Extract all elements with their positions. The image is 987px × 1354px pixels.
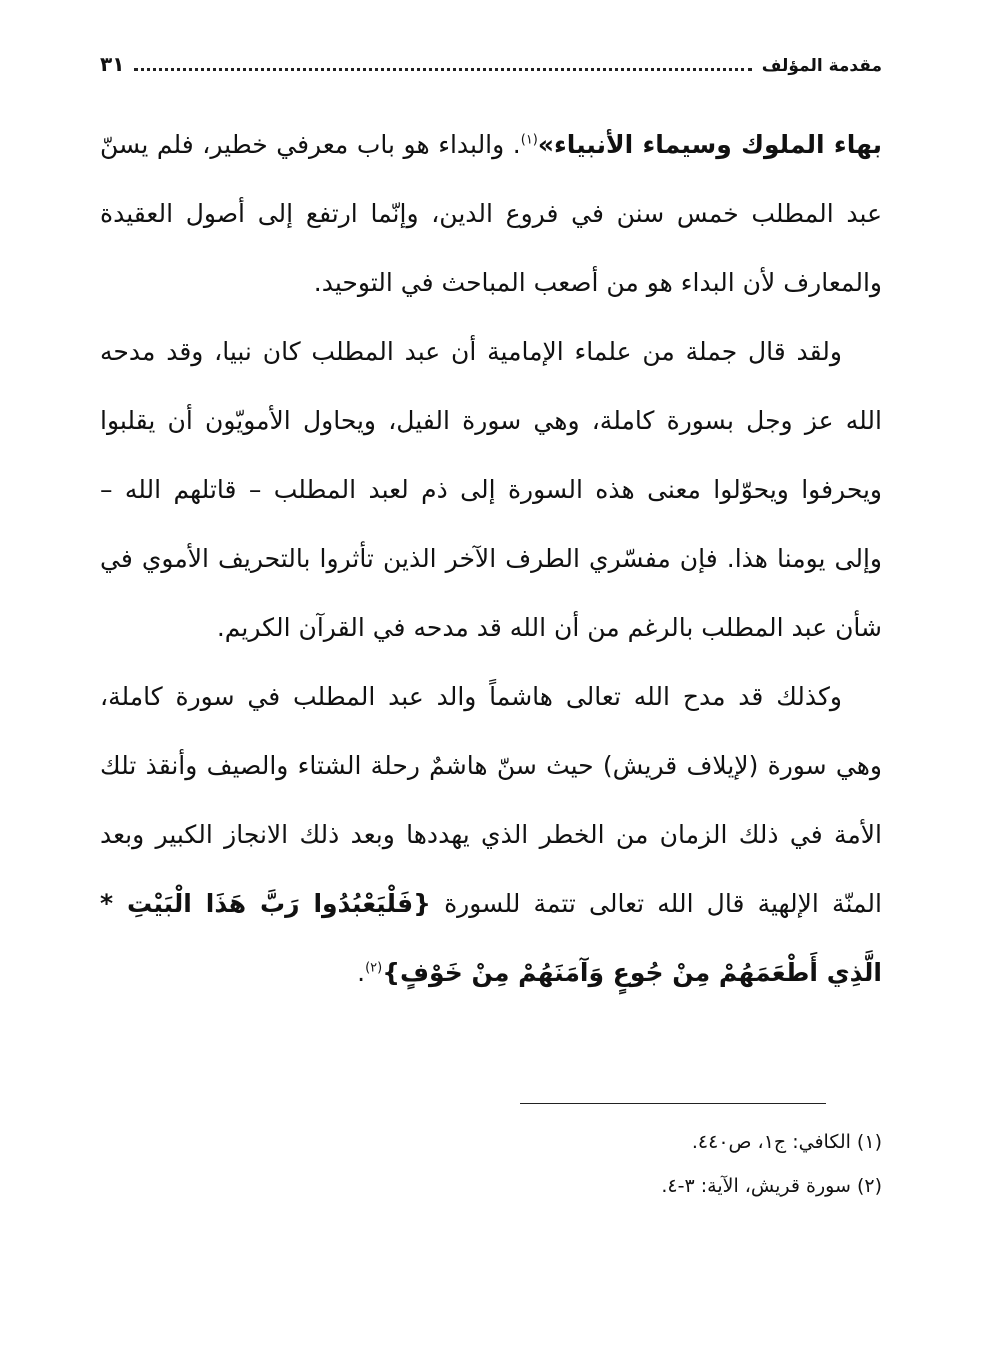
paragraph-3-text: وكذلك قد مدح الله تعالى هاشماً والد عبد المطلب في سورة كاملة، وهي سورة (لإيلاف قريش) حيث سنّ هاشمٌ رحلة الشتاء والصيف وأنقذ تلك الأمة في ذلك الزمان من الخطر الذي يهددها وبعد ذلك الانجاز الكبير وبعد المنّة الإلهية قال الله تعالى تتمة للسورة [100,682,882,918]
running-header [100,46,882,76]
paragraph-2: ولقد قال جملة من علماء الإمامية أن عبد المطلب كان نبيا، وقد مدحه الله عز وجل بسورة كاملة، وهي سورة الفيل، ويحاول الأمويّون أن يقلبوا ويحرفوا ويحوّلوا معنى هذه السورة إلى ذم لعبد المطلب – قاتلهم الله – وإلى يومنا هذا. فإن مفسّري الطرف الآخر الذين تأثروا بالتحريف الأموي في شأن عبد المطلب بالرغم من أن الله قد مدحه في القرآن الكريم. [100,337,882,642]
main-text [100,110,882,1007]
footnote-2: (٢) سورة قريش، الآية: ٣-٤. [661,1175,882,1197]
paragraph-1 [100,110,882,317]
paragraph-3-end: . [357,958,366,987]
chapter-title: مقدمة المؤلف [761,56,882,76]
page-number: ٣١ [100,52,125,76]
footnotes [100,1120,882,1208]
footnote-1: (١) الكافي: ج١، ص٤٤٠. [691,1131,882,1153]
quran-verse: {فَلْيَعْبُدُوا رَبَّ هَذَا الْبَيْتِ * الَّذِي أَطْعَمَهُمْ مِنْ جُوعٍ وَآمَنَهُمْ مِنْ خَوْفٍ} [100,889,882,987]
bold-quote-end: بهاء الملوك وسيماء الأنبياء» [537,130,882,159]
footnote-ref-2: (٢) [365,960,383,976]
footnote-ref-1: (١) [520,132,538,148]
leader-dots [134,67,751,71]
footnote-separator [520,1103,826,1104]
paragraph-3 [100,662,882,1007]
paragraph-1-text: . والبداء هو باب معرفي خطير، فلم يسنّ عبد المطلب خمس سنن في فروع الدين، وإنّما ارتفع إلى أصول العقيدة والمعارف لأن البداء هو من أصعب المباحث في التوحيد. [100,130,882,297]
